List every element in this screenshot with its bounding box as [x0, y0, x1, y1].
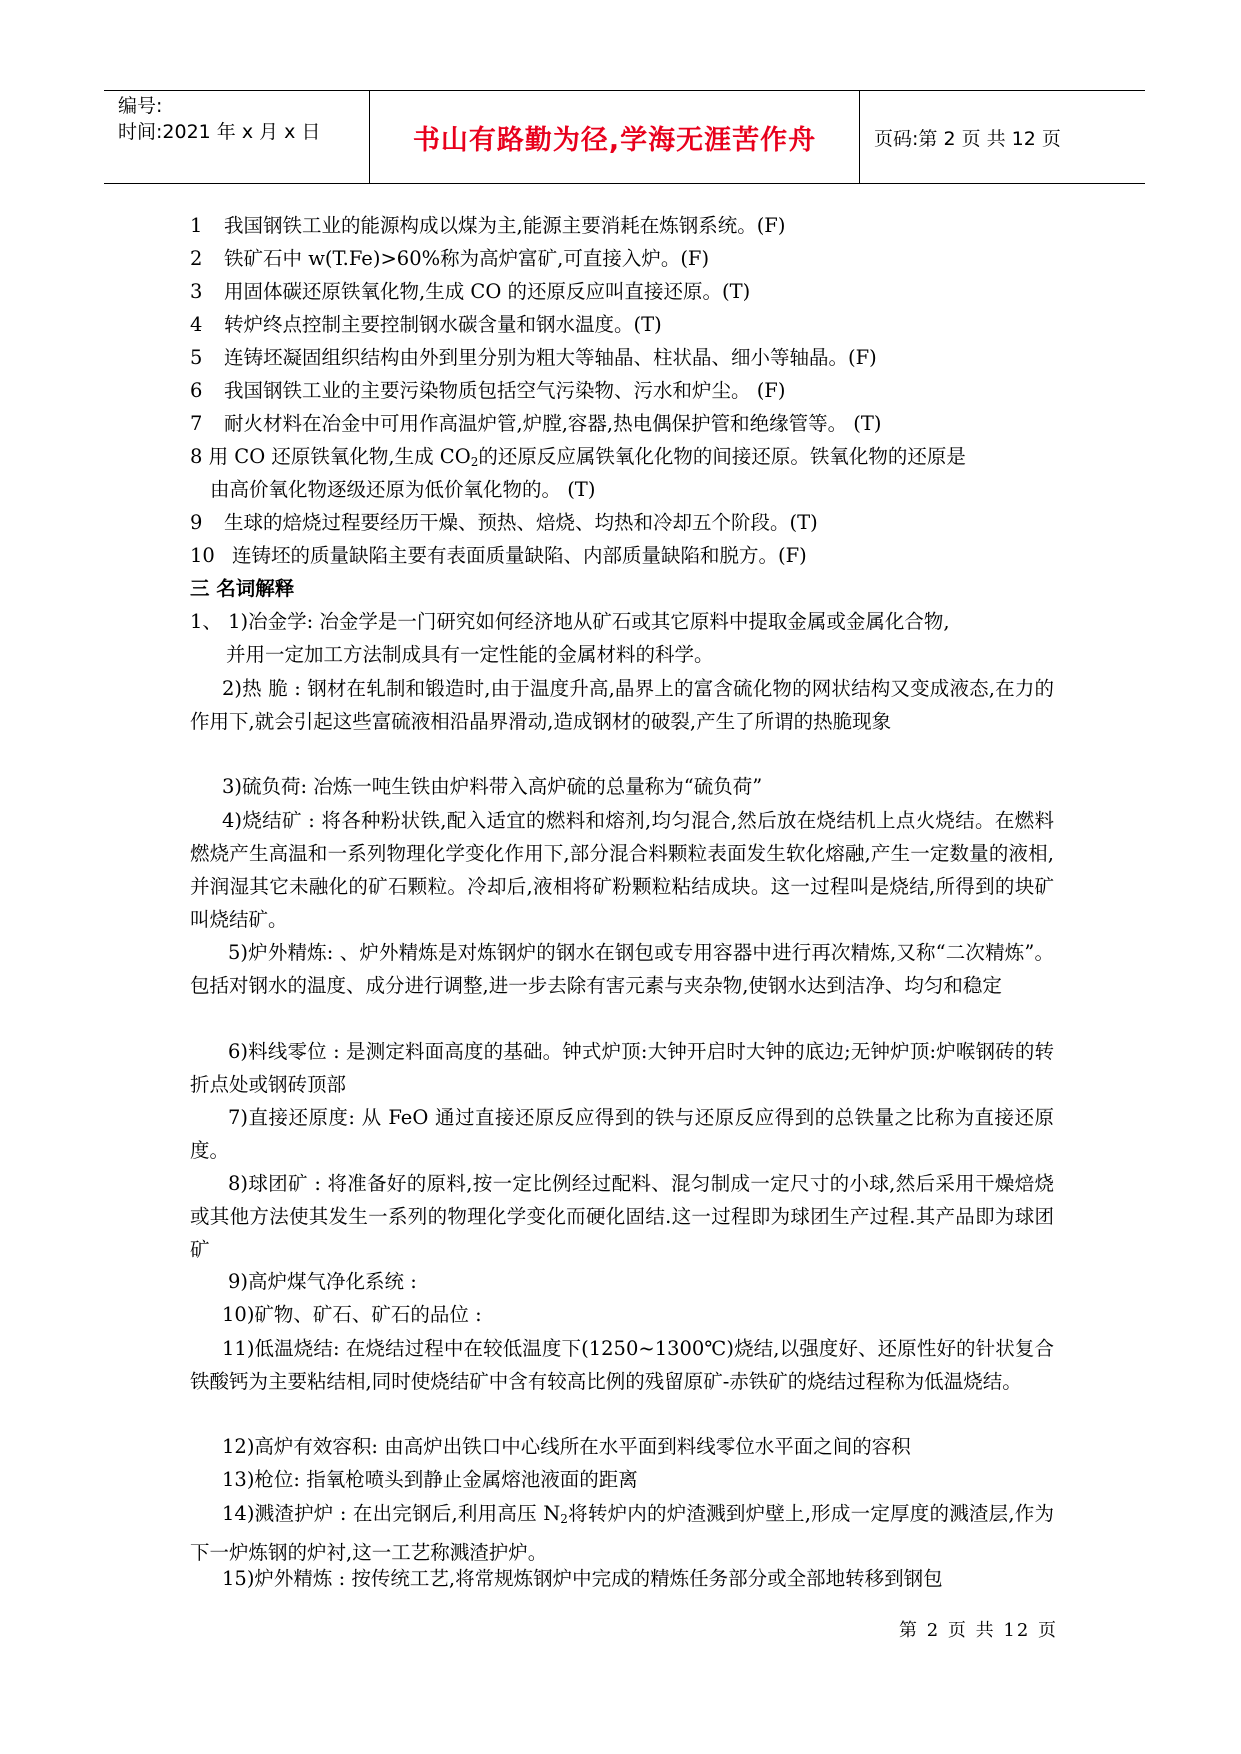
tf-item-1: 1 我国钢铁工业的能源构成以煤为主,能源主要消耗在炼钢系统。(F): [190, 214, 786, 237]
def-15: 15)炉外精炼 : 按传统工艺,将常规炼钢炉中完成的精炼任务部分或全部地转移到钢包: [222, 1567, 943, 1590]
def-7: 7)直接还原度: 从 FeO 通过直接还原反应得到的铁与还原反应得到的总铁量之比称为直接还原度。: [190, 1106, 1054, 1162]
tf-item-10: 10 连铸坯的质量缺陷主要有表面质量缺陷、内部质量缺陷和脱方。(F): [190, 544, 807, 567]
def-11: 11)低温烧结: 在烧结过程中在较低温度下(1250~1300℃)烧结,以强度好、还原性好的针状复合铁酸钙为主要粘结相,同时使烧结矿中含有较高比例的残留原矿-赤铁矿的烧结过程称为低温烧结。: [190, 1337, 1054, 1393]
header-page-code: 页码:第 2 页 共 12 页: [874, 127, 1061, 150]
def-9: 9)高炉煤气净化系统 :: [228, 1270, 417, 1293]
time-label: 时间:2021 年 x 月 x 日: [118, 121, 321, 143]
tf-item-7: 7 耐火材料在冶金中可用作高温炉管,炉膛,容器,热电偶保护管和绝缘管等。 (T): [190, 412, 882, 435]
def-12: 12)高炉有效容积: 由高炉出铁口中心线所在水平面到料线零位水平面之间的容积: [222, 1435, 911, 1458]
def-4: 4)烧结矿 : 将各种粉状铁,配入适宜的燃料和熔剂,均匀混合,然后放在烧结机上点火烧结。在燃料燃烧产生高温和一系列物理化学变化作用下,部分混合料颗粒表面发生软化熔融,产生一定数量的液相,并润湿其它未融化的矿石颗粒。冷却后,液相将矿粉颗粒粘结成块。这一过程叫是烧结,所得到的块矿叫烧结矿。: [190, 809, 1054, 931]
number-label: 编号:: [118, 95, 163, 117]
def-2: 2)热 脆 : 钢材在轧制和锻造时,由于温度升高,晶界上的富含硫化物的网状结构又变成液态,在力的作用下,就会引起这些富硫液相沿晶界滑动,造成钢材的破裂,产生了所谓的热脆现象: [190, 677, 1054, 733]
tf-item-4: 4 转炉终点控制主要控制钢水碳含量和钢水温度。(T): [190, 313, 662, 336]
def-13: 13)枪位: 指氧枪喷头到静止金属熔池液面的距离: [222, 1468, 638, 1491]
tf-item-6: 6 我国钢铁工业的主要污染物质包括空气污染物、污水和炉尘。 (F): [190, 379, 786, 402]
header-motto: 书山有路勤为径,学海无涯苦作舟: [370, 91, 860, 183]
def-1-cont: 并用一定加工方法制成具有一定性能的金属材料的科学。: [226, 643, 714, 666]
def-3: 3)硫负荷: 冶炼一吨生铁由炉料带入高炉硫的总量称为“硫负荷”: [222, 775, 763, 798]
def-5: 5)炉外精炼: 、炉外精炼是对炼钢炉的钢水在钢包或专用容器中进行再次精炼,又称“二次精炼”。包括对钢水的温度、成分进行调整,进一步去除有害元素与夹杂物,使钢水达到洁净、均匀和稳定: [190, 941, 1054, 997]
def-1: 1、 1)冶金学: 冶金学是一门研究如何经济地从矿石或其它原料中提取金属或金属化合物,: [190, 610, 950, 633]
tf-item-5: 5 连铸坯凝固组织结构由外到里分别为粗大等轴晶、柱状晶、细小等轴晶。(F): [190, 346, 877, 369]
def-8: 8)球团矿 : 将准备好的原料,按一定比例经过配料、混匀制成一定尺寸的小球,然后采用干燥焙烧或其他方法使其发生一系列的物理化学变化而硬化固结.这一过程即为球团生产过程.其产品即为球团矿: [190, 1172, 1054, 1261]
n2-subscript: 2: [560, 1512, 568, 1526]
tf-item-8-cont: 由高价氧化物逐级还原为低价氧化物的。 (T): [210, 478, 596, 501]
document-header: [104, 90, 1145, 184]
section-title: 三 名词解释: [190, 577, 295, 600]
tf-item-8: 8 用 CO 还原铁氧化物,生成 $CO_2$的还原反应属铁氧化化物的间接还原。铁氧化物的还原是: [190, 445, 966, 469]
page-footer: 第 2 页 共 12 页: [899, 1620, 1058, 1641]
tf-item-2: 2 铁矿石中 w(T.Fe)>60%称为高炉富矿,可直接入炉。(F): [190, 247, 710, 270]
header-meta: [104, 91, 370, 183]
tf-item-9: 9 生球的焙烧过程要经历干燥、预热、焙烧、均热和冷却五个阶段。(T): [190, 511, 818, 534]
def-14: 14)溅渣护炉 : 在出完钢后,利用高压 $N_2$将转炉内的炉渣溅到炉壁上,形成一定厚度的溅渣层,作为下一炉炼钢的炉衬,这一工艺称溅渣护炉。: [190, 1502, 1054, 1564]
def-6: 6)料线零位 : 是测定料面高度的基础。钟式炉顶:大钟开启时大钟的底边;无钟炉顶:炉喉钢砖的转折点处或钢砖顶部: [190, 1040, 1054, 1096]
tf-item-3: 3 用固体碳还原铁氧化物,生成 CO 的还原反应叫直接还原。(T): [190, 280, 751, 303]
def-10: 10)矿物、矿石、矿石的品位 :: [222, 1303, 482, 1326]
co2-subscript: 2: [470, 455, 479, 469]
